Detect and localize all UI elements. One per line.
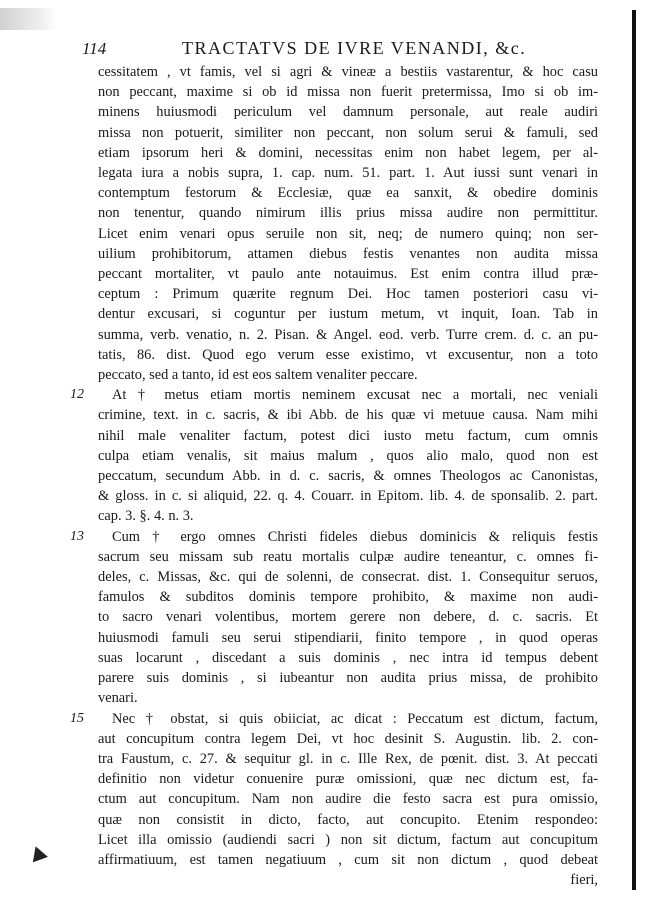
paragraph (70, 385, 598, 526)
text-line: etiam ipsorum heri & domini, necessitas enim non habet legem, per al- (98, 144, 598, 161)
text-line: contemptum festorum & Ecclesiæ, quæ ea sanxit, & obedire dominis (98, 185, 598, 202)
text-line: to sacro venari volentibus, mortem gerere non debere, d. c. sacris. Et (98, 609, 598, 626)
text-line: cap. 3. §. 4. n. 3. (98, 508, 194, 525)
scan-smudge (0, 8, 58, 30)
text-line: deles, c. Missas, &c. qui de solenni, de consecrat. dist. 1. Consequitur seruos, (98, 569, 598, 586)
text-line: tra Faustum, c. 27. & sequitur gl. in c. Ille Rex, de pœnit. dist. 3. At peccati (98, 750, 598, 767)
text-line: cessitatem , vt famis, vel si agri & vineæ a bestiis vastarentur, & hoc casu (98, 64, 598, 80)
text-line: Licet illa omissio (audiendi sacri ) non sit dictum, factum aut concupitum (98, 831, 598, 848)
text-line: summa, verb. venatio, n. 2. Pisan. & Angel. eod. verb. Turre crem. d. c. an pu- (98, 326, 598, 343)
catchword: fieri, (570, 872, 598, 889)
text-line: non tenentur, quando nimirum illis prius missa audire non permittitur. (98, 205, 598, 222)
text-line: crimine, text. in c. sacris, & ibi Abb. de his quæ vi metuue causa. Nam mihi (98, 407, 598, 424)
text-line: uilium prohibitorum, attamen diebus festis venantes non audita missa (98, 245, 598, 262)
text-line: minens huiusmodi periculum vel damnum personale, aut reale audiri (98, 104, 598, 121)
text-line: Licet enim venari opus seruile non sit, neq; de numero quinq; non ser- (98, 225, 598, 242)
text-line: & gloss. in c. si aliquid, 22. q. 4. Couarr. in Epitom. lib. 4. de sponsalib. 2. part. (98, 488, 598, 505)
margin-number: 13 (70, 528, 84, 544)
paragraph (70, 527, 598, 709)
text-line: nihil male venaliter factum, potest dici iusto metu factum, cum omnis (98, 427, 598, 444)
margin-number: 15 (70, 710, 84, 726)
body-text (70, 62, 598, 890)
text-line: peccant mortaliter, vt paulo ante notauimus. Est enim contra illud præ- (98, 266, 598, 283)
paragraph (98, 62, 598, 385)
text-line: peccato, sed a tanto, id est eos saltem venaliter peccare. (98, 367, 418, 384)
paragraph (70, 709, 598, 891)
corner-mark (28, 844, 48, 863)
text-line: non peccant, maxime si ob id missa non fuerit pretermissa, Imo si ob im- (98, 84, 598, 101)
text-line: sacrum seu missam sub reatu mortalis culpæ audire teneantur, c. omnes fi- (98, 548, 598, 565)
text-line: culpa etiam venalis, sit maius malum , quos alio malo, quod non est (98, 447, 598, 464)
text-line: venari. (98, 690, 138, 707)
text-line: ctum aut concupitum. Nam non audire die festo sacra est pura omissio, (98, 791, 598, 808)
text-line: Cum † ergo omnes Christi fideles diebus dominicis & reliquis festis (112, 528, 598, 545)
text-line: suas locarunt , discedant a suis dominis , nec intra id tempus debent (98, 649, 598, 666)
page-number: 114 (82, 39, 107, 58)
text-line: ceptum : Primum quærite regnum Dei. Hoc tamen posteriori casu vi- (98, 286, 598, 303)
text-line: quæ non consistit in dicto, facto, aut concupito. Etenim respondeo: (98, 811, 598, 828)
margin-number: 12 (70, 387, 84, 403)
text-line: At † metus etiam mortis neminem excusat nec a mortali, nec veniali (112, 387, 598, 404)
text-line: parere suis dominis , si iubeantur non audita prius missa, de prohibito (98, 670, 598, 687)
running-head: TRACTATVS DE IVRE VENANDI, &c. (182, 38, 527, 58)
text-line: tatis, 86. dist. Quod ego verum esse existimo, vt excusentur, non a toto (98, 346, 598, 363)
text-line: aut concupitum contra legem Dei, vt hoc desinit S. Augustin. lib. 2. con- (98, 730, 598, 747)
text-line: definitio non videtur conuenire puræ omissioni, quæ nec dictum est, fa- (98, 771, 598, 788)
text-line: missa non potuerit, similiter non peccant, non solum serui & famuli, sed (98, 124, 598, 141)
text-line: dentur excusari, si coguntur per iustum metum, vt inquit, Ioan. Tab in (98, 306, 598, 323)
text-line: huiusmodi famuli seu serui stipendiarii, finito tempore , in quod operas (98, 629, 598, 646)
text-line: affirmatiuum, est tamen negatiuum , cum sit non dictum , quod debeat (98, 851, 598, 868)
text-line: legata iura a nobis supra, 1. cap. num. 51. part. 1. Aut iussi sunt venari in (98, 165, 598, 182)
page-header (82, 38, 602, 59)
text-line: peccatum, secundum Abb. in d. c. sacris, & omnes Theologos ac Canonistas, (98, 468, 598, 485)
page-edge (632, 10, 636, 890)
text-line: famulos & subditos dominis tempore prohibito, & maxime non audi- (98, 589, 598, 606)
text-line: Nec † obstat, si quis obiiciat, ac dicat : Peccatum est dictum, factum, (112, 710, 598, 727)
